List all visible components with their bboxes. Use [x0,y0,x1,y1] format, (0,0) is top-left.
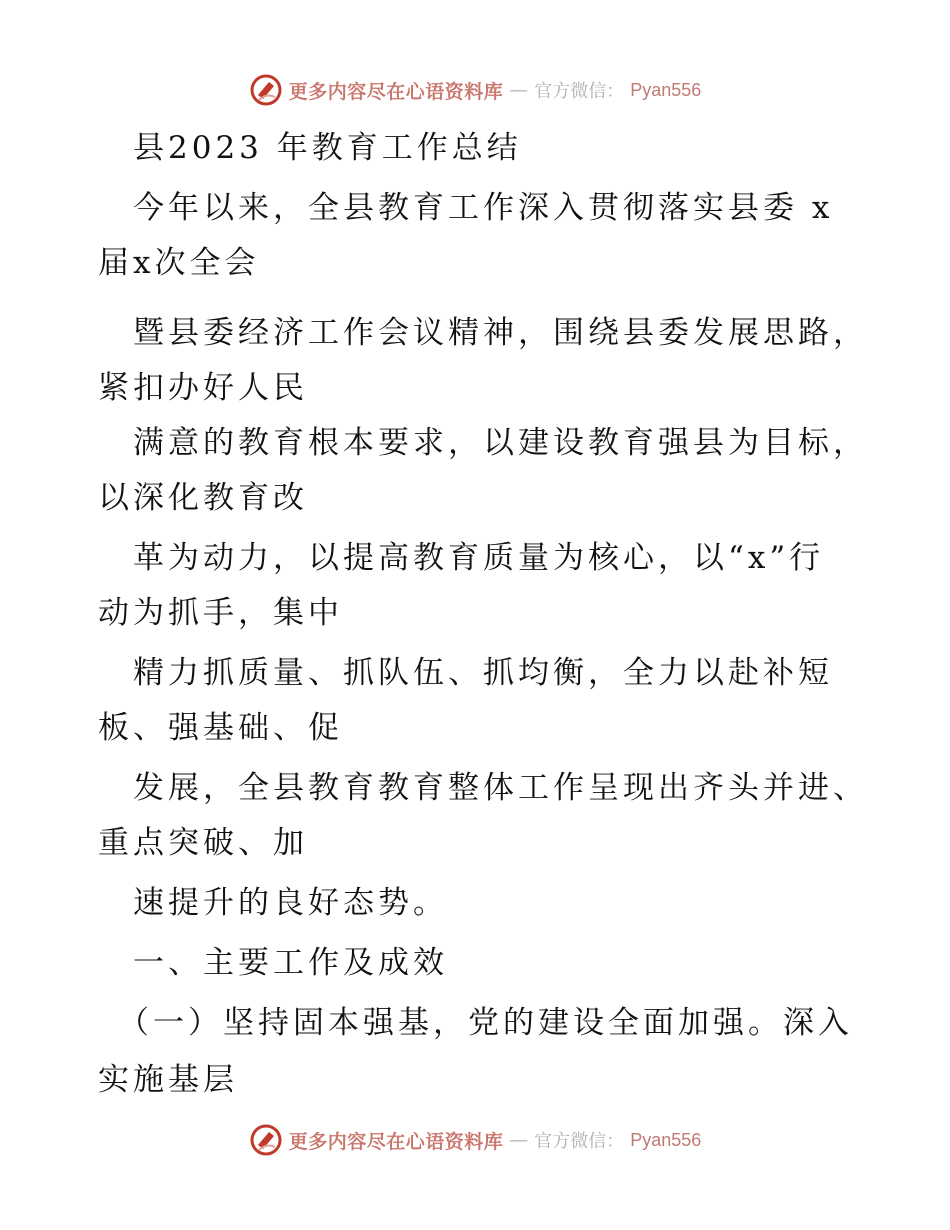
section-heading: 一、主要工作及成效 [133,945,448,981]
paragraph-line: 精力抓质量、抓队伍、抓均衡，全力以赴补短 [133,655,833,691]
paragraph-line: 实施基层 [98,1062,238,1098]
watermark-wechat-id: Pyan556 [630,1129,702,1150]
watermark-wechat-id: Pyan556 [630,79,702,100]
paragraph-line: 革为动力，以提高教育质量为核心，以“x”行 [133,540,825,576]
watermark-banner-top [0,70,950,110]
watermark-banner-bottom [0,1120,950,1160]
subsection-heading: （一）坚持固本强基，党的建设全面加强。深入 [118,1005,853,1041]
paragraph-line: 满意的教育根本要求，以建设教育强县为目标， [133,425,868,461]
watermark-main-text: 更多内容尽在心语资料库 [288,1130,504,1153]
paragraph-line: 重点突破、加 [98,825,308,861]
paragraph-line: 板、强基础、促 [98,710,343,746]
paragraph-line: 动为抓手，集中 [98,595,343,631]
paragraph-line: 暨县委经济工作会议精神，围绕县委发展思路， [133,315,868,351]
paragraph-line: 以深化教育改 [98,480,308,516]
paragraph-line: 发展，全县教育教育整体工作呈现出齐头并进、 [133,770,868,806]
watermark-main-text: 更多内容尽在心语资料库 [288,80,504,103]
watermark-separator: — [509,79,529,101]
document-title: 县2023 年教育工作总结 [133,130,522,166]
brand-logo-icon [249,1123,283,1157]
paragraph-line: 速提升的良好态势。 [133,885,448,921]
paragraph-line: 届x次全会 [98,245,260,281]
watermark-wechat-label: 官方微信： [534,81,625,102]
brand-logo-icon [249,73,283,107]
paragraph-line: 紧扣办好人民 [98,370,308,406]
paragraph-line: 今年以来，全县教育工作深入贯彻落实县委 x [133,190,834,226]
watermark-separator: — [509,1129,529,1151]
watermark-wechat-label: 官方微信： [534,1131,625,1152]
